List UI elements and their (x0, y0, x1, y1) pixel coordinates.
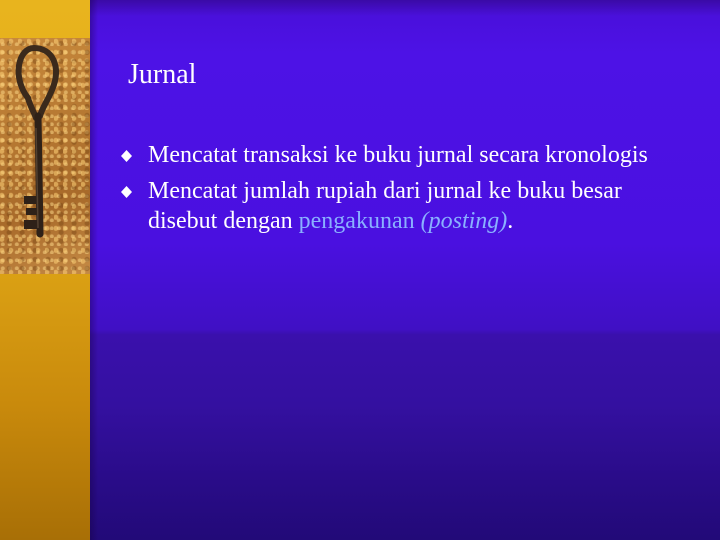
bullet-list (120, 140, 680, 242)
highlight-term: pengakunan (298, 208, 415, 234)
bullet-item (120, 176, 680, 236)
diamond-bullet-icon (121, 150, 132, 162)
diamond-bullet-icon (121, 186, 132, 198)
bullet-text-end: . (507, 208, 514, 234)
highlight-term-italic: (posting) (420, 208, 508, 234)
slide-title: Jurnal (128, 59, 197, 90)
bullet-text: Mencatat transaksi ke buku jurnal secara kronologis (148, 142, 648, 168)
old-key-photo (0, 38, 90, 274)
bullet-text: Mencatat jumlah rupiah dari jurnal ke buku besar disebut dengan (148, 178, 622, 234)
key-icon (0, 38, 90, 274)
bullet-item (120, 140, 680, 170)
